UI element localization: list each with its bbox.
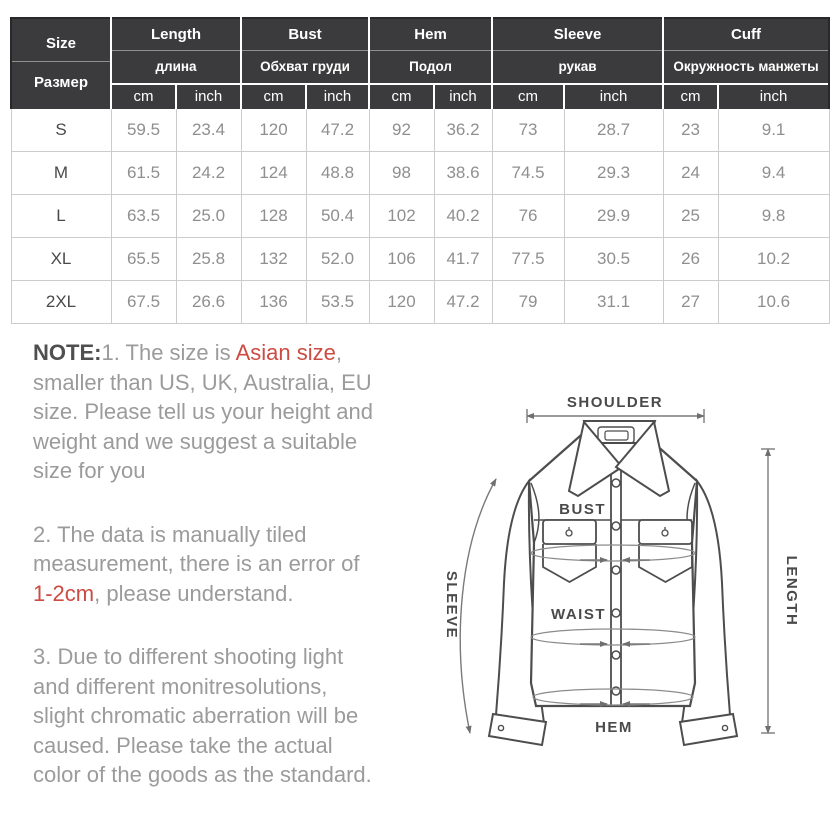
value-cell: 67.5 (111, 281, 176, 324)
note-text: 3. Due to different shooting light and different monitresolutions, slight chromatic aberration will be caused. Please take the actual color of the goods as the standard. (33, 644, 372, 787)
unit-cell-cm: cm (663, 84, 718, 109)
note-paragraph-2 (33, 520, 381, 609)
length-measure-arrow (761, 449, 775, 733)
table-header (11, 18, 829, 109)
value-cell: 36.2 (434, 109, 492, 152)
value-cell: 26.6 (176, 281, 241, 324)
value-cell: 40.2 (434, 195, 492, 238)
length-label: LENGTH (783, 555, 800, 627)
size-table-body (11, 109, 829, 324)
unit-header-row (11, 84, 829, 109)
value-cell: 92 (369, 109, 434, 152)
value-cell: 41.7 (434, 238, 492, 281)
note-paragraph-1 (33, 338, 381, 486)
group-header-hem: Hem Подол (369, 18, 492, 84)
unit-cell-inch: inch (306, 84, 369, 109)
bust-label: BUST (559, 501, 606, 518)
value-cell: 53.5 (306, 281, 369, 324)
value-cell: 10.2 (718, 238, 829, 281)
value-cell: 132 (241, 238, 306, 281)
size-header-ru: Размер (33, 74, 89, 91)
value-cell: 31.1 (564, 281, 663, 324)
sleeve-label: SLEEVE (443, 570, 460, 640)
unit-cell-cm: cm (369, 84, 434, 109)
value-cell: 128 (241, 195, 306, 238)
size-cell: L (11, 195, 111, 238)
table-row (11, 152, 829, 195)
unit-cell-inch: inch (718, 84, 829, 109)
note-text: , smaller than US, UK, Australia, EU size. Please tell us your height and weight and we suggest a suitable size for you (33, 340, 373, 483)
value-cell: 102 (369, 195, 434, 238)
unit-cell-inch: inch (176, 84, 241, 109)
value-cell: 106 (369, 238, 434, 281)
size-cell: S (11, 109, 111, 152)
notes-section (33, 338, 381, 824)
value-cell: 47.2 (306, 109, 369, 152)
value-cell: 65.5 (111, 238, 176, 281)
note-highlight-error-range: 1-2cm (33, 580, 95, 606)
value-cell: 24 (663, 152, 718, 195)
value-cell: 28.7 (564, 109, 663, 152)
value-cell: 9.8 (718, 195, 829, 238)
table-row (11, 195, 829, 238)
value-cell: 120 (241, 109, 306, 152)
table-row (11, 281, 829, 324)
note-text: 2. The data is manually tiled measurement, there is an error of (33, 521, 360, 576)
size-cell: XL (11, 238, 111, 281)
value-cell: 25.8 (176, 238, 241, 281)
value-cell: 52.0 (306, 238, 369, 281)
value-cell: 120 (369, 281, 434, 324)
value-cell: 61.5 (111, 152, 176, 195)
value-cell: 59.5 (111, 109, 176, 152)
value-cell: 24.2 (176, 152, 241, 195)
value-cell: 77.5 (492, 238, 564, 281)
group-header-cuff: Cuff Окружность манжеты (663, 18, 829, 84)
value-cell: 38.6 (434, 152, 492, 195)
sleeve-measure-arrow (460, 479, 496, 733)
group-header-row (11, 18, 829, 84)
value-cell: 76 (492, 195, 564, 238)
value-cell: 29.3 (564, 152, 663, 195)
unit-cell-cm: cm (492, 84, 564, 109)
value-cell: 29.9 (564, 195, 663, 238)
value-cell: 9.1 (718, 109, 829, 152)
note-label: NOTE: (33, 340, 102, 365)
table-row (11, 109, 829, 152)
value-cell: 23 (663, 109, 718, 152)
value-cell: 23.4 (176, 109, 241, 152)
value-cell: 79 (492, 281, 564, 324)
value-cell: 25 (663, 195, 718, 238)
value-cell: 9.4 (718, 152, 829, 195)
jacket-measurement-diagram (428, 383, 838, 793)
value-cell: 26 (663, 238, 718, 281)
note-text: 1. The size is (101, 340, 236, 365)
value-cell: 74.5 (492, 152, 564, 195)
unit-cell-cm: cm (241, 84, 306, 109)
size-cell: M (11, 152, 111, 195)
shoulder-label: SHOULDER (566, 394, 664, 411)
value-cell: 73 (492, 109, 564, 152)
size-cell: 2XL (11, 281, 111, 324)
hem-label: HEM (595, 719, 633, 736)
value-cell: 27 (663, 281, 718, 324)
value-cell: 98 (369, 152, 434, 195)
unit-cell-cm: cm (111, 84, 176, 109)
group-header-length: Length длина (111, 18, 241, 84)
value-cell: 48.8 (306, 152, 369, 195)
value-cell: 124 (241, 152, 306, 195)
size-chart-table (10, 17, 830, 324)
group-header-sleeve: Sleeve рукав (492, 18, 663, 84)
size-header-cell (11, 18, 111, 109)
note-text: , please understand. (94, 580, 294, 606)
value-cell: 50.4 (306, 195, 369, 238)
jacket-diagram-svg (428, 383, 838, 793)
note-paragraph-3 (33, 642, 381, 790)
value-cell: 47.2 (434, 281, 492, 324)
waist-label: WAIST (551, 606, 606, 623)
value-cell: 63.5 (111, 195, 176, 238)
value-cell: 25.0 (176, 195, 241, 238)
value-cell: 10.6 (718, 281, 829, 324)
size-header-en: Size (12, 19, 110, 62)
group-header-bust: Bust Обхват груди (241, 18, 369, 84)
size-chart (10, 17, 830, 324)
unit-cell-inch: inch (434, 84, 492, 109)
value-cell: 30.5 (564, 238, 663, 281)
value-cell: 136 (241, 281, 306, 324)
table-row (11, 238, 829, 281)
unit-cell-inch: inch (564, 84, 663, 109)
note-highlight-asian-size: Asian size (235, 340, 336, 365)
